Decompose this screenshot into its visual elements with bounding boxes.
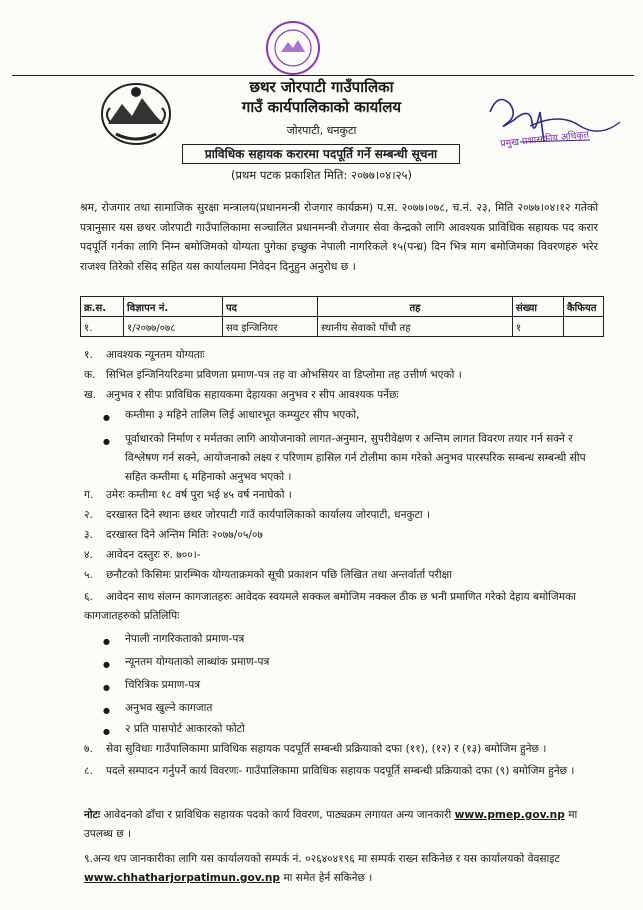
list-item: ● नेपाली नागरिकताको प्रमाण-पत्र [125, 632, 603, 647]
cell-level: स्थानीय सेवाको पाँचौ तह [318, 317, 513, 337]
publish-date: (प्रथम पटक प्रकाशित मिति: २०७७।०४।२५) [230, 168, 413, 182]
cell-remarks [564, 317, 604, 337]
list-item: ● चिरित्रिक प्रमाण-पत्र [125, 678, 603, 693]
table-row [81, 317, 604, 337]
item-8: ८. पदले सम्पादन गर्नुपर्ने कार्य विवरणः- गाउँपालिकामा प्राविधिक सहायक पदपूर्ति सम्बन्धी प्रक्रियाको दफा (९) बमोजिम हुनेछ । [84, 765, 575, 777]
office-address: जोरपाटी, धनकुटा [286, 124, 357, 137]
cell-adv-no: १/२०७७/०७८ [124, 317, 223, 337]
office-name: छथर जोरपाटी गाउँपालिका [249, 78, 394, 96]
item-5: ५. छनौटको किसिमः प्रारम्भिक योग्यताक्रमको सूची प्रकाशन पछि लिखित तथा अन्तर्वार्ता परीक्षा [84, 569, 452, 581]
item-6: ६. आवेदन साथ संलग्न कागजातहरुः आवेदक स्वयमले सक्कल बमोजिम नक्कल ठीक छ भनी प्रमाणित गरेको देहाय बमोजिमका कागजातहरुको प्रतिलिपिः [84, 591, 576, 622]
office-stamp [252, 18, 334, 82]
vacancy-table [80, 296, 604, 337]
col-remarks: कैफियत [564, 297, 604, 317]
col-sn: क्र.स. [81, 297, 124, 317]
item-1: १. आवश्यक न्यूनतम योग्यताः [84, 349, 205, 361]
item-ka: क. सिभिल इन्जिनियरिङमा प्रविणता प्रमाण-पत्र तह वा ओभसियर वा डिप्लोमा तह उत्तीर्ण भएको । [84, 369, 462, 381]
office-subname: गाउँ कार्यपालिकाको कार्यालय [241, 98, 402, 116]
list-item: ● २ प्रति पासपोर्ट आकारको फोटो [125, 722, 603, 737]
col-level: तह [318, 297, 513, 317]
notice-title: प्राविधिक सहायक करारमा पदपूर्ति गर्ने सम्बन्धी सूचना [182, 144, 460, 164]
list-item: ● पूर्वाधारको निर्माण र मर्मतका लागि आयोजनाको लागत-अनुमान, सुपरीवेक्षण र अन्तिम लागत विवरण तयार गर्न सक्ने र विश्लेषण गर्न सक्ने, आयोजनाको लक्ष्य र परिणाम हासिल गर्न टोलीमा काम गरेको अनुभव पारस्परिक सम्बन्ध सम्बन्धी सीप सहित कम्तीमा ६ महिनाको अनुभव भएको । [125, 430, 603, 487]
cell-sn: १. [81, 317, 124, 337]
signature [470, 82, 630, 160]
item-3: ३. दरखास्त दिने अन्तिम मितिः २०७७/०५/०७ [84, 529, 263, 541]
col-post: पद [223, 297, 318, 317]
item-4: ४. आवेदन दस्तुरः रु. ७००।- [84, 549, 201, 561]
website-link[interactable]: www.chhatharjorpatimun.gov.np [84, 872, 280, 884]
col-count: संख्या [513, 297, 564, 317]
list-item: ● अनुभव खुल्ने कागजात [125, 701, 603, 716]
item-kha: ख. अनुभव र सीपः प्राविधिक सहायकमा देहायका अनुभव र सीप आवश्यक पर्नेछः [84, 389, 399, 401]
note-paragraph: नोटः आवेदनको ढाँचा र प्राविधिक सहायक पदको कार्य विवरण, पाठ्यक्रम लगायत अन्य जानकारी www.pmep.gov.np मा उपलब्ध छ । [84, 809, 578, 840]
signature-title: प्रमुख प्रशासकीय अधिकृत [499, 129, 590, 150]
list-item: ● कम्तीमा ३ महिने तालिम लिई आधारभूत कम्प्युटर सीप भएको, [125, 408, 603, 423]
cell-count: १ [513, 317, 564, 337]
col-adv-no: विज्ञापन नं. [124, 297, 223, 317]
item-2: २. दरखास्त दिने स्थानः छथर जोरपाटी गाउँ कार्यपालिकाको कार्यालय जोरपाटी, धनकुटा । [84, 509, 431, 521]
item-ga: ग. उमेरः कम्तीमा १८ वर्ष पुरा भई ४५ वर्ष ननाघेको । [84, 489, 292, 501]
list-item: ● न्यूनतम योग्यताको लाब्धांक प्रमाण-पत्र [125, 655, 603, 670]
cell-post: सव इन्जिनियर [223, 317, 318, 337]
pmep-link[interactable]: www.pmep.gov.np [454, 809, 565, 821]
intro-paragraph: श्रम, रोजगार तथा सामाजिक सुरक्षा मन्त्रालय(प्रधानमन्त्री रोजगार कार्यक्रम) प.स. २०७७।०७८, च.नं. २३, मिति २०७७।०४।१२ गतेको पत्रानुसार यस छथर जोरपाटी गाउँपालिकामा सञ्चालित प्रधानमन्त्री रोजगार सेवा केन्द्रको लागि आवश्यक प्राविधिक सहायक पद करार पदपूर्ति गर्नका लागि निम्न बमोजिमको योग्यता पुगेका इच्छुक नेपाली नागरिकले १५(पन्ध्र) दिन भित्र माग बमोजिमका विवरणहरु भरेर राजश्व तिरेको रसिद सहित यस कार्यालयमा निवेदन दिनुहुन अनुरोध छ । [80, 201, 598, 273]
item-7: ७. सेवा सुविधाः गाउँपालिकामा प्राविधिक सहायक पदपूर्ति सम्बन्धी प्रक्रियाको दफा (११), (१२) र (१३) बमोजिम हुनेछ । [84, 743, 547, 755]
header-rule [12, 75, 634, 76]
footer-paragraph: ९.अन्य थप जानकारीका लागि यस कार्यालयको सम्पर्क नं. ०२६४०४१९६ मा सम्पर्क राख्न सकिनेछ र यस कार्यालयको वेवसाइट www.chhatharjorpatimun.gov.np मा समेत हेर्न सकिनेछ । [84, 853, 560, 884]
